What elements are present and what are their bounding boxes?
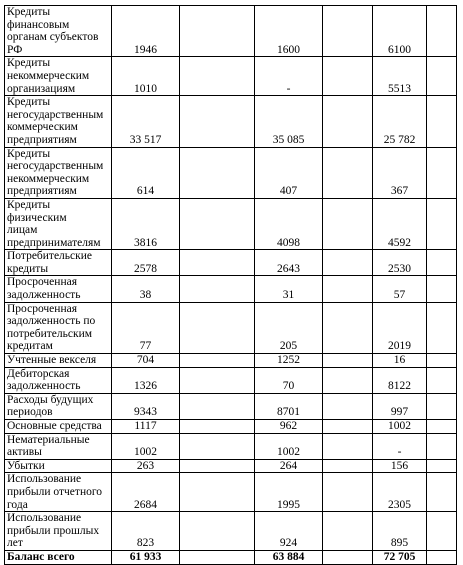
row-label-line: Использование <box>7 512 82 525</box>
value-col-2: 1252 <box>255 354 323 368</box>
row-label-line: задолженность <box>7 380 81 393</box>
empty-col-1 <box>180 459 255 473</box>
table-row <box>5 512 457 551</box>
empty-col-1 <box>180 57 255 96</box>
total-col-1: 61 933 <box>112 550 180 564</box>
value-col-2: 35 085 <box>255 96 323 147</box>
value-col-1: 77 <box>112 302 180 353</box>
empty-col-1 <box>180 393 255 419</box>
row-label <box>5 420 112 434</box>
row-label <box>5 459 112 473</box>
empty-col-3 <box>427 433 457 459</box>
row-label-line: задолженность по <box>7 315 96 328</box>
row-label-line: Учтенные векселя <box>7 354 97 367</box>
row-label-line: Кредиты <box>7 147 51 160</box>
value-col-3: 2530 <box>373 250 427 276</box>
empty-col-3 <box>427 198 457 249</box>
total-col-2: 63 884 <box>255 550 323 564</box>
table-row <box>5 354 457 368</box>
row-label-line: негосударственным <box>7 160 104 173</box>
empty-col-1 <box>180 354 255 368</box>
table-row <box>5 57 457 96</box>
empty-col-1 <box>180 276 255 302</box>
empty-col-2 <box>323 393 373 419</box>
row-label-line: Кредиты <box>7 57 51 70</box>
empty-col-3 <box>427 96 457 147</box>
row-label-line: Основные средства <box>7 420 102 432</box>
value-col-2: - <box>255 57 323 96</box>
row-label-line: прибыли отчетного <box>7 485 103 498</box>
row-label-line: Дебиторская <box>7 367 70 380</box>
empty-col-3 <box>427 276 457 302</box>
row-label-line: некоммерческим <box>7 172 90 185</box>
value-col-1: 1002 <box>112 433 180 459</box>
value-col-1: 1326 <box>112 367 180 393</box>
row-label <box>5 198 112 249</box>
value-col-3: 25 782 <box>373 96 427 147</box>
empty-col-1 <box>180 302 255 353</box>
empty-col-3 <box>427 354 457 368</box>
value-col-1: 33 517 <box>112 96 180 147</box>
empty-col-3 <box>427 459 457 473</box>
value-col-1: 2684 <box>112 473 180 512</box>
empty-col-1 <box>180 420 255 434</box>
value-col-1: 614 <box>112 147 180 198</box>
row-label-line: Кредиты финансовым <box>7 6 70 31</box>
value-col-3: 5513 <box>373 57 427 96</box>
row-label-line: Кредиты <box>7 96 51 109</box>
row-label-line: предприятиям <box>7 133 77 146</box>
empty-col-1 <box>180 512 255 551</box>
empty-col-3 <box>427 302 457 353</box>
row-label-line: Убытки <box>7 459 45 472</box>
value-col-1: 823 <box>112 512 180 551</box>
empty-col-2 <box>323 96 373 147</box>
row-label-line: Расходы будущих <box>7 393 94 406</box>
empty-col-1 <box>180 198 255 249</box>
empty-col-2 <box>323 473 373 512</box>
row-label <box>5 433 112 459</box>
value-col-2: 31 <box>255 276 323 302</box>
row-label-line: Просроченная <box>7 276 77 289</box>
empty-col-2 <box>323 276 373 302</box>
row-label-line: задолженность <box>7 289 81 302</box>
empty-col-2 <box>323 6 373 57</box>
row-label-line: предприятиям <box>7 185 77 198</box>
row-label-line: коммерческим <box>7 121 78 134</box>
value-col-3: 57 <box>373 276 427 302</box>
row-label-line: кредитам <box>7 340 53 353</box>
row-label <box>5 367 112 393</box>
table-row <box>5 367 457 393</box>
empty-col-3 <box>427 473 457 512</box>
empty-col-2 <box>323 354 373 368</box>
value-col-2: 1600 <box>255 6 323 57</box>
total-row <box>5 550 457 564</box>
value-col-2: 205 <box>255 302 323 353</box>
row-label-line: периодов <box>7 406 53 419</box>
row-label-line: РФ <box>7 43 23 56</box>
value-col-1: 2578 <box>112 250 180 276</box>
empty-col-3 <box>427 512 457 551</box>
row-label <box>5 473 112 512</box>
value-col-1: 704 <box>112 354 180 368</box>
row-label-line: организациям <box>7 82 76 95</box>
balance-table <box>4 5 457 565</box>
empty-col-2 <box>323 459 373 473</box>
row-label-line: потребительским <box>7 327 93 340</box>
table-row <box>5 473 457 512</box>
empty-col-1 <box>180 367 255 393</box>
value-col-2: 407 <box>255 147 323 198</box>
empty-col-3 <box>427 393 457 419</box>
value-col-2: 2643 <box>255 250 323 276</box>
table-row <box>5 433 457 459</box>
table-row <box>5 459 457 473</box>
empty-col-2 <box>323 512 373 551</box>
table-row <box>5 393 457 419</box>
row-label-line: негосударственным <box>7 108 104 121</box>
total-label: Баланс всего <box>5 550 112 564</box>
empty-col-2 <box>323 57 373 96</box>
row-label-line: лицам <box>7 224 38 237</box>
row-label-line: Использование <box>7 473 82 486</box>
row-label-line: органам субъектов <box>7 31 99 44</box>
value-col-2: 1002 <box>255 433 323 459</box>
value-col-3: 6100 <box>373 6 427 57</box>
empty-col-3 <box>427 367 457 393</box>
value-col-3: 1002 <box>373 420 427 434</box>
empty-col-3 <box>427 57 457 96</box>
table-row <box>5 420 457 434</box>
table-body <box>5 6 457 565</box>
value-col-3: 895 <box>373 512 427 551</box>
empty-col-1 <box>180 96 255 147</box>
value-col-2: 1995 <box>255 473 323 512</box>
row-label-line: прибыли прошлых <box>7 524 100 537</box>
table-row <box>5 6 457 57</box>
row-label <box>5 250 112 276</box>
empty-col-2 <box>323 302 373 353</box>
empty-col-2 <box>323 147 373 198</box>
empty-col-1 <box>180 6 255 57</box>
value-col-3: 16 <box>373 354 427 368</box>
value-col-3: 156 <box>373 459 427 473</box>
row-label-line: лет <box>7 537 23 550</box>
empty-col-1 <box>180 473 255 512</box>
empty-col-2 <box>323 367 373 393</box>
value-col-3: 367 <box>373 147 427 198</box>
row-label <box>5 57 112 96</box>
table-row <box>5 96 457 147</box>
row-label <box>5 302 112 353</box>
empty-col-2 <box>323 433 373 459</box>
empty-col-2 <box>323 198 373 249</box>
value-col-2: 264 <box>255 459 323 473</box>
empty-col-3 <box>427 420 457 434</box>
empty-col-3 <box>427 250 457 276</box>
empty-col-3 <box>427 6 457 57</box>
empty-col-1 <box>180 433 255 459</box>
value-col-3: 997 <box>373 393 427 419</box>
row-label <box>5 393 112 419</box>
value-col-2: 924 <box>255 512 323 551</box>
row-label-line: Потребительские <box>7 250 92 263</box>
value-col-2: 4098 <box>255 198 323 249</box>
empty-col-3 <box>427 550 457 564</box>
row-label <box>5 354 112 368</box>
total-col-3: 72 705 <box>373 550 427 564</box>
value-col-2: 8701 <box>255 393 323 419</box>
row-label-line: Просроченная <box>7 302 77 315</box>
value-col-1: 1010 <box>112 57 180 96</box>
row-label-line: года <box>7 498 28 511</box>
value-col-1: 263 <box>112 459 180 473</box>
row-label-line: активы <box>7 446 42 459</box>
row-label-line: кредиты <box>7 262 49 275</box>
table-row <box>5 276 457 302</box>
value-col-1: 1946 <box>112 6 180 57</box>
row-label <box>5 512 112 551</box>
row-label <box>5 276 112 302</box>
row-label <box>5 147 112 198</box>
row-label <box>5 96 112 147</box>
row-label <box>5 6 112 57</box>
value-col-3: - <box>373 433 427 459</box>
empty-col-1 <box>180 550 255 564</box>
row-label-line: предпринимателям <box>7 236 101 249</box>
row-label-line: Нематериальные <box>7 433 90 446</box>
value-col-2: 962 <box>255 420 323 434</box>
value-col-3: 2305 <box>373 473 427 512</box>
row-label-line: Кредиты физическим <box>7 198 67 224</box>
value-col-1: 3816 <box>112 198 180 249</box>
row-label-line: некоммерческим <box>7 69 90 82</box>
value-col-3: 4592 <box>373 198 427 249</box>
value-col-1: 1117 <box>112 420 180 434</box>
value-col-3: 8122 <box>373 367 427 393</box>
table-row <box>5 302 457 353</box>
empty-col-2 <box>323 420 373 434</box>
empty-col-2 <box>323 550 373 564</box>
empty-col-3 <box>427 147 457 198</box>
empty-col-1 <box>180 147 255 198</box>
table-row <box>5 250 457 276</box>
value-col-1: 38 <box>112 276 180 302</box>
empty-col-1 <box>180 250 255 276</box>
table-row <box>5 198 457 249</box>
table-row <box>5 147 457 198</box>
value-col-1: 9343 <box>112 393 180 419</box>
empty-col-2 <box>323 250 373 276</box>
value-col-3: 2019 <box>373 302 427 353</box>
value-col-2: 70 <box>255 367 323 393</box>
